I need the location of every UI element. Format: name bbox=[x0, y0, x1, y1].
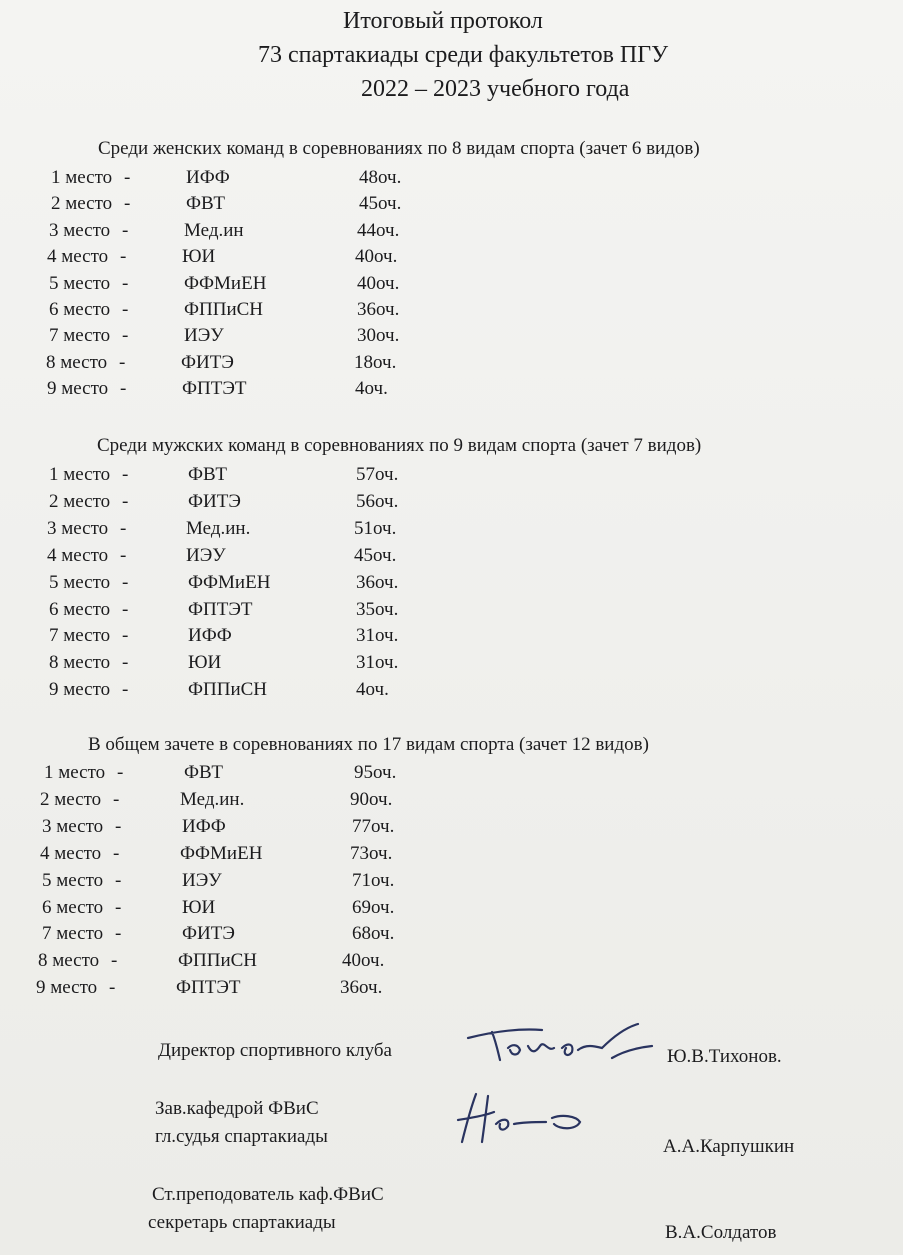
team-name: ФПТЭТ bbox=[176, 977, 241, 999]
place-label: 5 место bbox=[49, 571, 111, 593]
team-name: ФИТЭ bbox=[181, 351, 234, 373]
points: 56оч. bbox=[356, 490, 399, 512]
dash: - bbox=[111, 950, 118, 972]
academic-year: 2022 – 2023 учебного года bbox=[361, 76, 630, 102]
points: 36оч. bbox=[356, 571, 399, 593]
team-name: Мед.ин. bbox=[180, 788, 245, 810]
team-name: ФФМиЕН bbox=[184, 272, 267, 294]
dash: - bbox=[124, 167, 131, 188]
place-label: 7 место bbox=[49, 625, 111, 647]
document-title: Итоговый протокол bbox=[343, 8, 543, 34]
dash: - bbox=[120, 246, 127, 268]
place-label: 4 место bbox=[47, 246, 109, 268]
points: 68оч. bbox=[352, 923, 395, 945]
dash: - bbox=[113, 842, 120, 864]
dash: - bbox=[117, 762, 124, 783]
points: 45оч. bbox=[359, 193, 402, 215]
place-label: 4 место bbox=[40, 842, 102, 864]
dash: - bbox=[122, 490, 129, 512]
secretary-name: В.А.Солдатов bbox=[665, 1222, 777, 1243]
women-section-heading: Среди женских команд в соревнованиях по 8 видам спорта (зачет 6 видов) bbox=[98, 138, 700, 159]
points: 90оч. bbox=[350, 788, 393, 810]
dash: - bbox=[120, 544, 127, 566]
team-name: ИФФ bbox=[186, 167, 230, 188]
team-name: ЮИ bbox=[182, 246, 216, 268]
dash: - bbox=[115, 815, 122, 837]
team-name: ФИТЭ bbox=[188, 490, 241, 512]
place-label: 6 место bbox=[49, 299, 111, 320]
points: 4оч. bbox=[355, 378, 388, 400]
team-name: ФИТЭ bbox=[182, 923, 235, 945]
dash: - bbox=[122, 625, 129, 647]
points: 73оч. bbox=[350, 842, 393, 864]
dash: - bbox=[122, 325, 129, 347]
team-name: ФППиСН bbox=[178, 950, 258, 972]
head-title: Зав.кафедрой ФВиС bbox=[155, 1098, 319, 1119]
team-name: ИЭУ bbox=[182, 869, 222, 891]
team-name: ФПТЭТ bbox=[188, 598, 253, 620]
points: 57оч. bbox=[356, 464, 399, 485]
points: 31оч. bbox=[356, 625, 399, 647]
dash: - bbox=[122, 464, 129, 485]
team-name: Мед.ин. bbox=[186, 517, 251, 539]
points: 40оч. bbox=[355, 246, 398, 268]
dash: - bbox=[115, 869, 122, 891]
place-label: 6 место bbox=[42, 896, 104, 918]
points: 48оч. bbox=[359, 167, 402, 188]
dash: - bbox=[122, 679, 129, 701]
director-name: Ю.В.Тихонов. bbox=[667, 1046, 782, 1067]
head-signature-icon bbox=[440, 1088, 600, 1148]
secretary-role: секретарь спартакиады bbox=[148, 1212, 336, 1233]
place-label: 1 место bbox=[51, 167, 113, 188]
director-signature-icon bbox=[462, 1018, 662, 1068]
place-label: 8 место bbox=[38, 950, 100, 972]
points: 51оч. bbox=[354, 517, 397, 539]
men-section-heading: Среди мужских команд в соревнованиях по 9 видам спорта (зачет 7 видов) bbox=[97, 435, 702, 456]
team-name: ИЭУ bbox=[184, 325, 224, 347]
overall-section-heading: В общем зачете в соревнованиях по 17 видам спорта (зачет 12 видов) bbox=[88, 734, 649, 755]
place-label: 4 место bbox=[47, 544, 109, 566]
place-label: 6 место bbox=[49, 598, 111, 620]
place-label: 9 место bbox=[49, 679, 111, 701]
team-name: ИЭУ bbox=[186, 544, 226, 566]
dash: - bbox=[115, 923, 122, 945]
dash: - bbox=[115, 896, 122, 918]
dash: - bbox=[122, 219, 129, 241]
director-title: Директор спортивного клуба bbox=[158, 1040, 392, 1061]
team-name: ФФМиЕН bbox=[188, 571, 271, 593]
points: 95оч. bbox=[354, 762, 397, 783]
team-name: ФПТЭТ bbox=[182, 378, 247, 400]
place-label: 5 место bbox=[49, 272, 111, 294]
team-name: ФВТ bbox=[188, 464, 228, 485]
dash: - bbox=[122, 598, 129, 620]
dash: - bbox=[109, 977, 116, 999]
team-name: ЮИ bbox=[182, 896, 216, 918]
points: 31оч. bbox=[356, 652, 399, 674]
team-name: ФВТ bbox=[186, 193, 226, 215]
head-role: гл.судья спартакиады bbox=[155, 1126, 328, 1147]
secretary-title: Ст.преподователь каф.ФВиС bbox=[152, 1184, 384, 1205]
place-label: 1 место bbox=[49, 464, 111, 485]
place-label: 2 место bbox=[40, 788, 102, 810]
points: 45оч. bbox=[354, 544, 397, 566]
team-name: ФППиСН bbox=[184, 299, 264, 320]
place-label: 5 место bbox=[42, 869, 104, 891]
team-name: Мед.ин bbox=[184, 219, 244, 241]
points: 30оч. bbox=[357, 325, 400, 347]
dash: - bbox=[122, 299, 129, 320]
dash: - bbox=[120, 517, 127, 539]
team-name: ФФМиЕН bbox=[180, 842, 263, 864]
points: 35оч. bbox=[356, 598, 399, 620]
place-label: 1 место bbox=[44, 762, 106, 783]
points: 44оч. bbox=[357, 219, 400, 241]
points: 69оч. bbox=[352, 896, 395, 918]
dash: - bbox=[122, 652, 129, 674]
points: 36оч. bbox=[357, 299, 400, 320]
place-label: 2 место bbox=[51, 193, 113, 215]
place-label: 8 место bbox=[49, 652, 111, 674]
place-label: 9 место bbox=[36, 977, 98, 999]
place-label: 7 место bbox=[42, 923, 104, 945]
place-label: 2 место bbox=[49, 490, 111, 512]
team-name: ФВТ bbox=[184, 762, 224, 783]
points: 18оч. bbox=[354, 351, 397, 373]
place-label: 3 место bbox=[42, 815, 104, 837]
place-label: 3 место bbox=[47, 517, 109, 539]
place-label: 8 место bbox=[46, 351, 108, 373]
dash: - bbox=[122, 571, 129, 593]
document-subtitle: 73 спартакиады среди факультетов ПГУ bbox=[258, 42, 669, 68]
dash: - bbox=[120, 378, 127, 400]
points: 4оч. bbox=[356, 679, 389, 701]
points: 36оч. bbox=[340, 977, 383, 999]
place-label: 3 место bbox=[49, 219, 111, 241]
dash: - bbox=[113, 788, 120, 810]
dash: - bbox=[122, 272, 129, 294]
points: 40оч. bbox=[342, 950, 385, 972]
dash: - bbox=[124, 193, 131, 215]
head-name: А.А.Карпушкин bbox=[663, 1136, 795, 1157]
points: 40оч. bbox=[357, 272, 400, 294]
team-name: ИФФ bbox=[188, 625, 232, 647]
team-name: ИФФ bbox=[182, 815, 226, 837]
team-name: ФППиСН bbox=[188, 679, 268, 701]
points: 77оч. bbox=[352, 815, 395, 837]
team-name: ЮИ bbox=[188, 652, 222, 674]
dash: - bbox=[119, 351, 126, 373]
points: 71оч. bbox=[352, 869, 395, 891]
place-label: 9 место bbox=[47, 378, 109, 400]
place-label: 7 место bbox=[49, 325, 111, 347]
